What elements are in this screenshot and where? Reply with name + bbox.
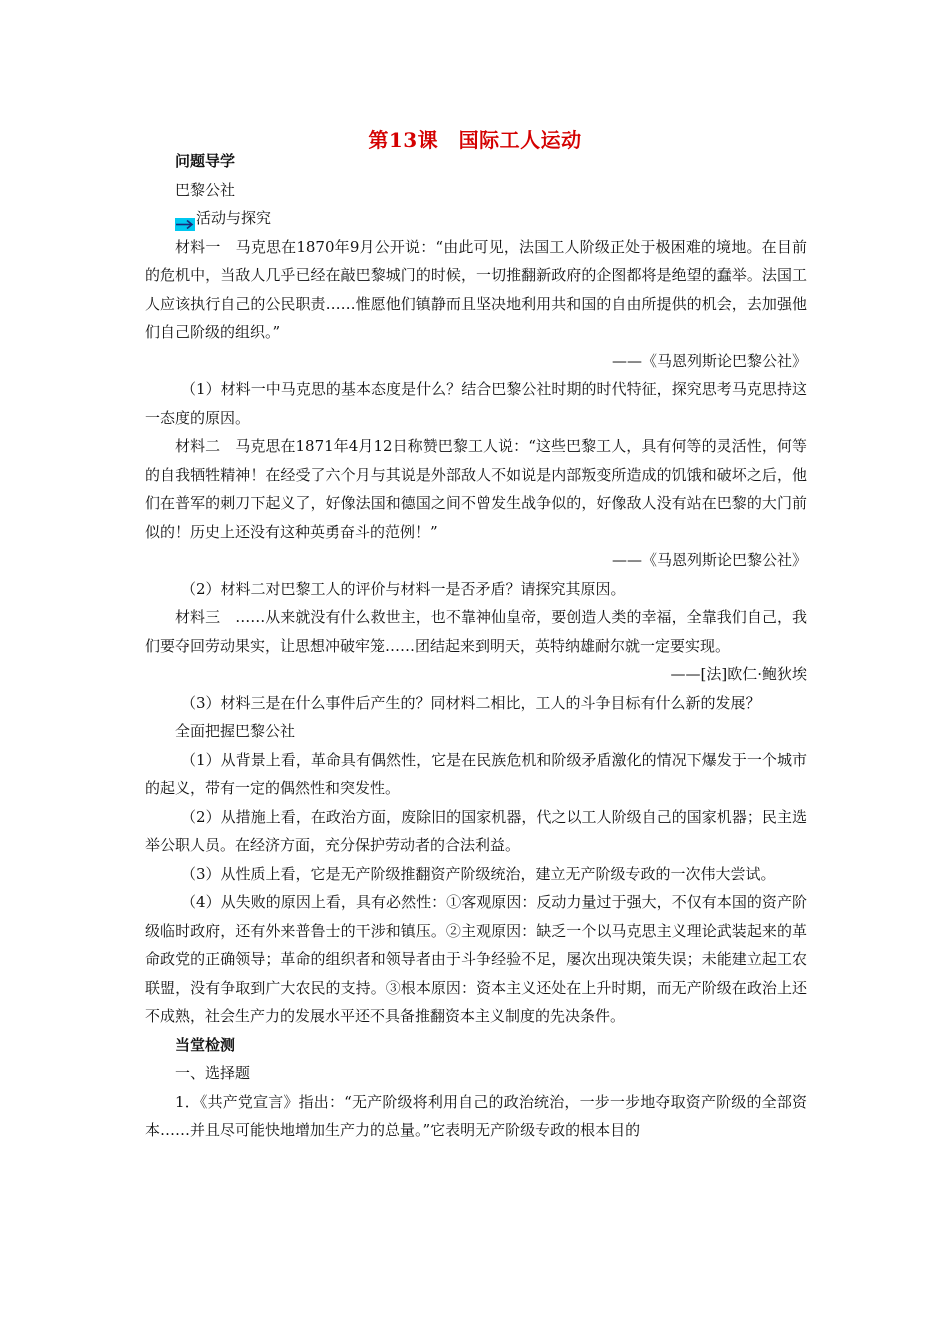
lesson-title: 第13课 国际工人运动	[368, 128, 582, 152]
section-heading-guide: 问题导学	[175, 152, 236, 170]
arrow-icon	[175, 212, 195, 225]
summary-point: （1）从背景上看，革命具有偶然性，它是在民族危机和阶级矛盾激化的情况下爆发于一个城市的起义，带有一定的偶然性和突发性。	[145, 750, 807, 797]
material-2-source: ——《马恩列斯论巴黎公社》	[611, 551, 807, 569]
material-1-source: ——《马恩列斯论巴黎公社》	[611, 351, 807, 370]
question-item: 1．《共产党宣言》指出：“无产阶级将利用自己的政治统治，一步一步地夺取资产阶级的全部资本……并且尽可能快地增加生产力的总量。”它表明无产阶级专政的根本目的	[145, 1092, 807, 1139]
summary-point: （3）从性质上看，它是无产阶级推翻资产阶级统治，建立无产阶级专政的一次伟大尝试。	[181, 864, 776, 883]
material-3: 材料三 ……从来就没有什么救世主，也不靠神仙皇帝，要创造人类的幸福，全靠我们自己，我们要夺回劳动果实，让思想冲破牢笼……团结起来到明天，英特纳雄耐尔就一定要实现。	[145, 608, 807, 655]
summary-point: （2）从措施上看，在政治方面，废除旧的国家机器，代之以工人阶级自己的国家机器；民主选举公职人员。在经济方面，充分保护劳动者的合法利益。	[145, 807, 807, 854]
section-heading-test: 当堂检测	[175, 1035, 236, 1054]
material-1: 材料一 马克思在1870年9月公开说：“由此可见，法国工人阶级正处于极困难的境地。在目前的危机中，当敌人几乎已经在敲巴黎城门的时候，一切推翻新政府的企图都将是绝望的蠢举。法国工人应该执行自己的公民职责……惟愿他们镇静而且坚决地利用共和国的自由所提供的机会，去加强他们自己阶级的组织。”	[145, 237, 807, 341]
material-2: 材料二 马克思在1871年4月12日称赞巴黎工人说：“这些巴黎工人，具有何等的灵活性，何等的自我牺牲精神！在经受了六个月与其说是外部敌人不如说是内部叛变所造成的饥饿和破坏之后，他们在普军的刺刀下起义了，好像法国和德国之间不曾发生战争似的，好像敌人没有站在巴黎的大门前似的！历史上还没有这种英勇奋斗的范例！”	[145, 437, 807, 541]
question-3: （3）材料三是在什么事件后产生的？同材料二相比，工人的斗争目标有什么新的发展？	[181, 693, 761, 712]
summary-point: （4）从失败的原因上看，具有必然性：①客观原因：反动力量过于强大，不仅有本国的资产阶级临时政府，还有外来普鲁士的干涉和镇压。②主观原因：缺乏一个以马克思主义理论武装起来的革命政党的正确领导；革命的组织者和领导者由于斗争经验不足，屡次出现决策失误；未能建立起工农联盟，没有争取到广大农民的支持。③根本原因：资本主义还处在上升时期，而无产阶级在政治上还不成熟，社会生产力的发展水平还不具备推翻资本主义制度的先决条件。	[145, 893, 807, 1025]
material-3-source: ——[法]欧仁·鲍狄埃	[670, 665, 807, 683]
question-2: （2）材料二对巴黎工人的评价与材料一是否矛盾？请探究其原因。	[181, 579, 626, 598]
activity-row	[145, 204, 807, 233]
summary-heading: 全面把握巴黎公社	[175, 722, 296, 740]
activity-label: 活动与探究	[196, 209, 272, 227]
topic-heading: 巴黎公社	[175, 180, 236, 199]
document-body	[145, 147, 807, 1145]
subsection-choice: 一、选择题	[175, 1064, 251, 1082]
question-1: （1）材料一中马克思的基本态度是什么？结合巴黎公社时期的时代特征，探究思考马克思持这一态度的原因。	[145, 380, 807, 427]
